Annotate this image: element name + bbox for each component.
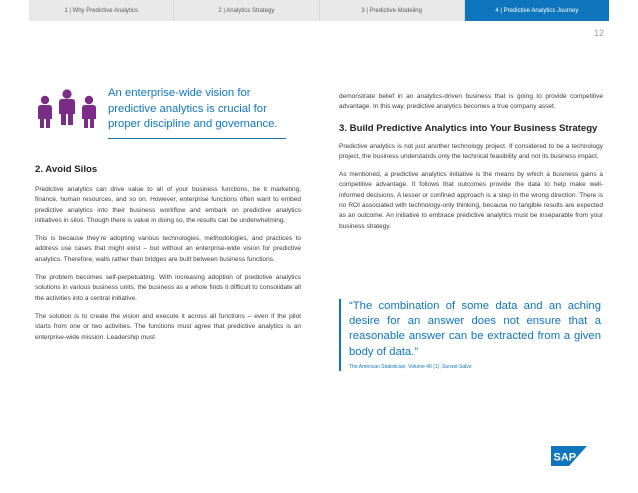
tab-predictive-modeling[interactable]: 3 | Predictive Modeling	[320, 0, 465, 21]
left-column	[35, 164, 301, 351]
callout-divider	[108, 138, 286, 139]
quote-text: “The combination of some data and an aching desire for an answer does not ensure that a reasonable answer can be extracted from a given body of data.”	[349, 300, 601, 358]
paragraph: This is because they’re adopting various technologies, methodologies, and practices to address use cases that might exist – but without an enterprise-wide vision for predictive analytics. Therefore, walls rather than bridges are built between business functions.	[35, 235, 301, 263]
callout-statement: An enterprise-wide vision for predictive analytics is crucial for proper discipline and governance.	[108, 87, 278, 130]
section-heading-avoid-silos: 2. Avoid Silos	[35, 164, 98, 175]
paragraph-continued: demonstrate belief in an analytics-driven business that is going to provide competitive advantage. In this way, predictive analytics becomes a true company asset.	[339, 93, 603, 111]
section-heading-business-strategy: 3. Build Predictive Analytics into Your Business Strategy	[339, 122, 598, 134]
section-nav	[29, 0, 609, 21]
right-column	[339, 92, 603, 240]
people-group-icon	[35, 86, 99, 132]
sap-logo-text: SAP	[553, 451, 577, 464]
quote-citation: The American Statistician, Volume 40 (1), Sunset Salvo	[349, 363, 472, 370]
paragraph: The solution is to create the vision and execute it across all functions – even if the pilot starts from one or two activities. The functions must agree that predictive analytics is an enterprise-wide mission. Leadership must	[35, 312, 301, 341]
sap-logo	[551, 446, 587, 466]
paragraph: The problem becomes self-perpetuating. With increasing adoption of predictive analytics solutions in various business units, the business as a whole finds it difficult to consolidate all the activities into a central initiative.	[35, 274, 301, 302]
tab-why-predictive-analytics[interactable]: 1 | Why Predictive Analytics	[29, 0, 174, 21]
paragraph: Predictive analytics is not just another technology project. If considered to be a technology project, the business understands only the technical feasibility and not its business impact.	[339, 142, 603, 160]
page-number: 12	[593, 28, 604, 38]
paragraph: Predictive analytics can drive value to all of your business functions, be it marketing, finance, human resources, and so on. However, enterprise functions often want to embed predictive analytics into their business workflow and embark on predictive analytics initiatives in silos. Though there is value in doing so, the results can be underwhelming.	[35, 186, 301, 224]
tab-predictive-analytics-journey[interactable]: 4 | Predictive Analytics Journey	[465, 0, 609, 21]
paragraph: As mentioned, a predictive analytics initiative is the means by which a business gains a competitive advantage. It follows that outcomes provide the data to help make well-informed decisions. A lesser or confined approach is a step in the wrong direction. There is no ROI associated with technology-only thinking, because no tangible results are expected as an outcome. An initiative to embrace predictive analytics must be inseparable from your business strategy.	[339, 171, 603, 230]
pull-quote	[339, 299, 601, 371]
tab-analytics-strategy[interactable]: 2 | Analytics Strategy	[174, 0, 319, 21]
